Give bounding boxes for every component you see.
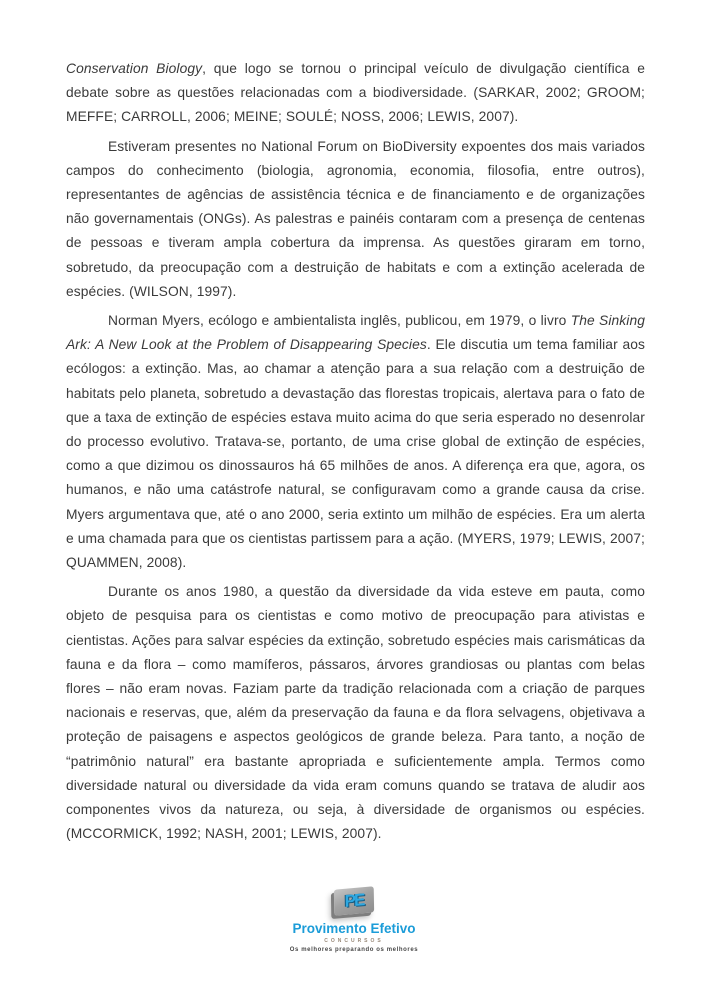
- pe-monogram: PE: [344, 890, 364, 911]
- text-segment: , que logo se tornou o principal veículo de divulgação científica e debate sobre as questões relacionadas com a biodiversidade. (SARKAR, 2002; GROOM; MEFFE; CARROLL, 2006; MEINE; SOULÉ; NOSS, 2006; LEWIS, 2007).: [66, 61, 645, 125]
- text-segment: Estiveram presentes no National Forum on BioDiversity expoentes dos mais variados campos do conhecimento (biologia, agronomia, economia, filosofia, entre outros), representantes de agências de assistência técnica e de financiamento e de organizações não governamentais (ONGs). As palestras e painéis contaram com a presença de centenas de pessoas e tiveram ampla cobertura da imprensa. As questões giraram em torno, sobretudo, da preocupação com a destruição de habitats e com a extinção acelerada de espécies. (WILSON, 1997).: [66, 138, 645, 299]
- text-segment: . Ele discutia um tema familiar aos ecólogos: a extinção. Mas, ao chamar a atenção para a sua relação com a destruição de habitats pelo planeta, sobretudo a devastação das florestas tropicais, alertava para o fato de que a taxa de extinção de espécies estava muito acima do que seria esperado no desenrolar do processo evolutivo. Tratava-se, portanto, de uma crise global de extinção de espécies, como a que dizimou os dinossauros há 65 milhões de anos. A diferença era que, agora, os humanos, e não uma catástrofe natural, se configuravam como a grande causa da crise. Myers argumentava que, até o ano 2000, seria extinto um milhão de espécies. Era um alerta e uma chamada para que os cientistas partissem para a ação. (MYERS, 1979; LEWIS, 2007; QUAMMEN, 2008).: [66, 337, 645, 571]
- footer-logo: [0, 888, 708, 954]
- text-block: [66, 57, 645, 852]
- paragraph: [66, 135, 645, 304]
- paragraph: [66, 309, 645, 575]
- paragraph: [66, 580, 645, 846]
- paragraph: [66, 57, 645, 130]
- pe-cube-icon: [334, 886, 374, 916]
- brand-subtitle: CONCURSOS: [324, 938, 384, 944]
- italic-text-segment: The Sinking Ark: A New Look at the Problem of Disappearing Species: [66, 313, 645, 353]
- italic-text-segment: Conservation Biology: [66, 61, 203, 76]
- text-segment: Durante os anos 1980, a questão da diversidade da vida esteve em pauta, como objeto de pesquisa para os cientistas e como motivo de preocupação para ativistas e cientistas. Ações para salvar espécies da extinção, sobretudo espécies mais carismáticas da fauna e da flora – como mamíferos, pássaros, árvores grandiosas ou plantas com belas flores – não eram novas. Faziam parte da tradição relacionada com a criação de parques nacionais e reservas, que, além da preservação da fauna e da flora selvagens, objetivava a proteção de paisagens e aspectos geológicos de grande beleza. Para tanto, a noção de “patrimônio natural” era bastante apropriada e suficientemente ampla. Termos como diversidade natural ou diversidade da vida eram comuns quando se tratava de aludir aos componentes vivos da natureza, ou seja, à diversidade de organismos ou espécies. (MCCORMICK, 1992; NASH, 2001; LEWIS, 2007).: [66, 584, 645, 842]
- text-segment: Norman Myers, ecólogo e ambientalista inglês, publicou, em 1979, o livro: [108, 313, 571, 329]
- brand-tagline: Os melhores preparando os melhores: [289, 947, 419, 953]
- brand-name: Provimento Efetivo: [292, 921, 416, 936]
